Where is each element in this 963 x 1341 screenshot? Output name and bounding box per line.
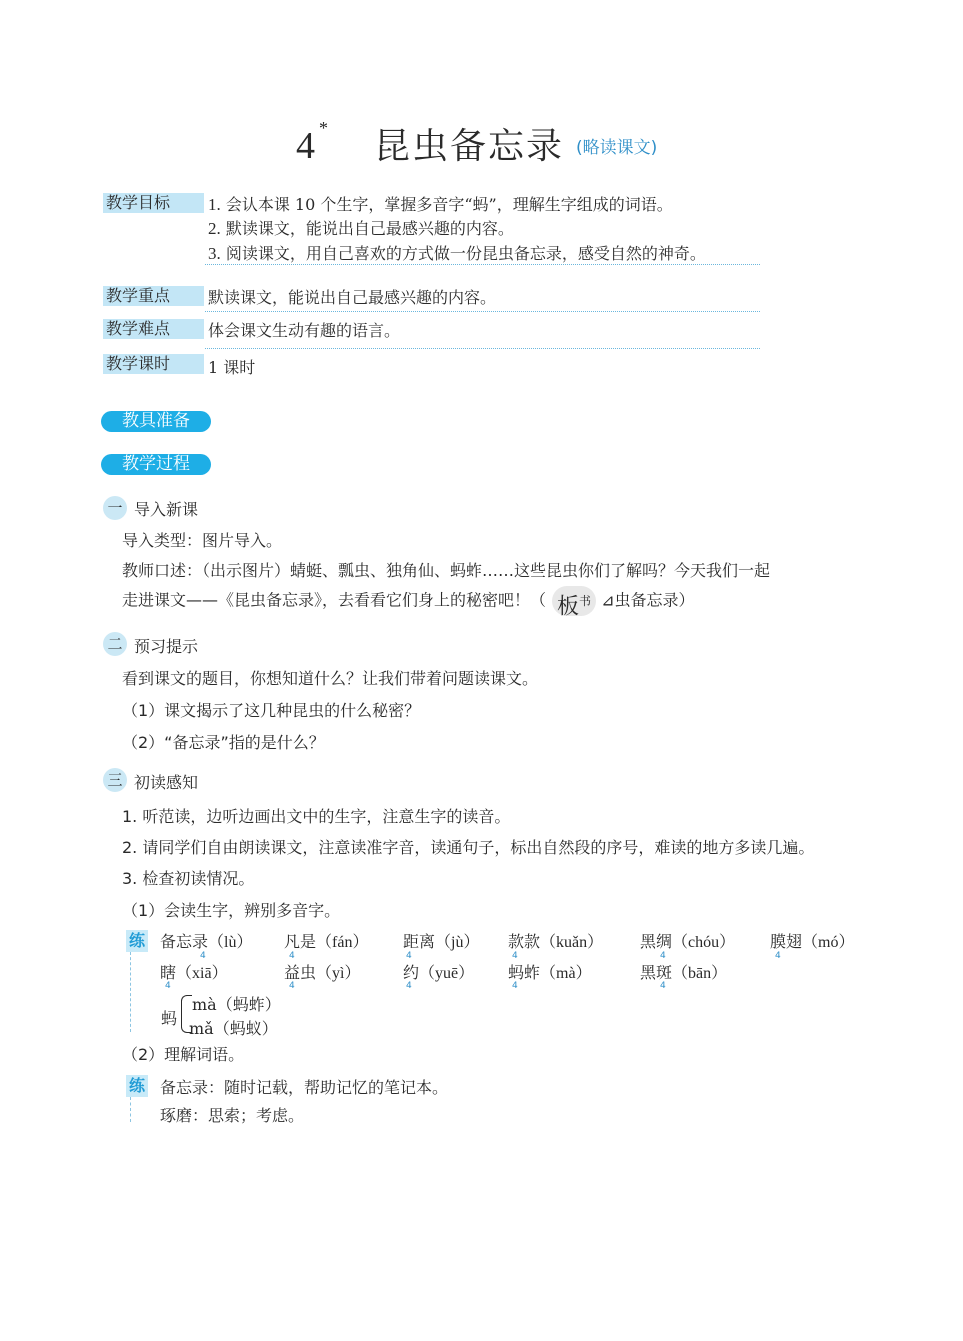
lesson-subtitle: (略读课文) [576, 138, 658, 158]
step2-question-1: （1）课文揭示了这几种昆虫的什么秘密？ [122, 701, 421, 720]
step-heading-2: 预习提示 [134, 637, 199, 656]
divider [205, 264, 760, 265]
tone-mark: 4 [512, 951, 518, 961]
step3-sub1: （1）会读生字，辨别多音字。 [122, 901, 341, 920]
word-item: 益虫（yì） [284, 963, 361, 982]
prep-pill: 教具准备 [101, 411, 211, 432]
tone-mark: 4 [775, 951, 781, 961]
step1-line3: 走进课文——《昆虫备忘录》，去看看它们身上的秘密吧！（ 板$^书$ ⊿虫备忘录） [122, 586, 695, 616]
polyphone-reading-1: mà（蚂蚱） [192, 995, 281, 1014]
definition-2: 琢磨：思索；考虑。 [160, 1106, 305, 1125]
tone-mark: 4 [165, 981, 171, 991]
step-marker-1: 一 [103, 496, 127, 520]
divider [205, 348, 760, 349]
definition-1: 备忘录：随时记载，帮助记忆的笔记本。 [160, 1078, 449, 1097]
step3-line2: 2. 请同学们自由朗读课文，注意读准字音，读通句子，标出自然段的序号，难读的地方多读几遍。 [122, 838, 815, 857]
tone-mark: 4 [289, 951, 295, 961]
difficulty-label: 教学难点 [103, 319, 204, 339]
key-point-text: 默读课文，能说出自己最感兴趣的内容。 [208, 288, 497, 307]
tone-mark: 4 [660, 981, 666, 991]
word-item: 蚂蚱（mà） [508, 963, 592, 982]
word-item: 黑斑（bān） [640, 963, 728, 982]
step2-line1: 看到课文的题目，你想知道什么？让我们带着问题读课文。 [122, 669, 539, 688]
step1-line1: 导入类型：图片导入。 [122, 531, 283, 550]
lesson-number: 4 [296, 125, 315, 167]
goal-item-1: 1. 会认本课 10 个生字，掌握多音字“蚂”，理解生字组成的词语。 [208, 195, 673, 214]
practice-label: 练 [126, 930, 148, 952]
goal-item-2: 2. 默读课文，能说出自己最感兴趣的内容。 [208, 219, 514, 238]
word-item: 距离（jù） [403, 932, 480, 951]
word-item: 黑绸（chóu） [640, 932, 736, 951]
tone-mark: 4 [660, 951, 666, 961]
word-item: 膜翅（mó） [770, 932, 855, 951]
divider [205, 311, 760, 312]
board-badge: 板$^书$ [552, 586, 596, 616]
step3-line1: 1. 听范读，边听边画出文中的生字，注意生字的读音。 [122, 807, 511, 826]
lesson-title: 昆虫备忘录 [374, 126, 565, 167]
goal-item-3: 3. 阅读课文，用自己喜欢的方式做一份昆虫备忘录，感受自然的神奇。 [208, 244, 706, 263]
word-item: 约（yuē） [403, 963, 475, 982]
tone-mark: 4 [200, 951, 206, 961]
tone-mark: 4 [406, 951, 412, 961]
goals-label: 教学目标 [103, 193, 204, 213]
step-heading-3: 初读感知 [134, 773, 199, 792]
hours-text: 1 课时 [208, 358, 256, 377]
process-pill: 教学过程 [101, 454, 211, 475]
word-item: 凡是（fán） [284, 932, 369, 951]
step3-sub2: （2）理解词语。 [122, 1045, 245, 1064]
step-marker-3: 三 [103, 768, 127, 792]
step1-line2: 教师口述：（出示图片）蜻蜓、瓢虫、独角仙、蚂蚱……这些昆虫你们了解吗？今天我们一起 [122, 561, 771, 580]
practice-dashed-line [130, 1097, 131, 1122]
word-item: 备忘录（lù） [160, 932, 253, 951]
tone-mark: 4 [289, 981, 295, 991]
step3-line3: 3. 检查初读情况。 [122, 869, 255, 888]
hours-label: 教学课时 [103, 354, 204, 374]
step-heading-1: 导入新课 [134, 500, 199, 519]
polyphone-char: 蚂 [161, 1009, 178, 1028]
lesson-star: * [319, 118, 328, 138]
step2-question-2: （2）“备忘录”指的是什么？ [122, 733, 325, 752]
step-marker-2: 二 [103, 632, 127, 656]
tone-mark: 4 [512, 981, 518, 991]
tone-mark: 4 [406, 981, 412, 991]
word-item: 瞎（xiā） [160, 963, 228, 982]
practice-label: 练 [126, 1075, 148, 1097]
polyphone-reading-2: mǎ（蚂蚁） [189, 1019, 278, 1038]
word-item: 款款（kuǎn） [508, 932, 604, 951]
key-point-label: 教学重点 [103, 286, 204, 306]
practice-dashed-line [130, 952, 131, 1032]
difficulty-text: 体会课文生动有趣的语言。 [208, 321, 401, 340]
